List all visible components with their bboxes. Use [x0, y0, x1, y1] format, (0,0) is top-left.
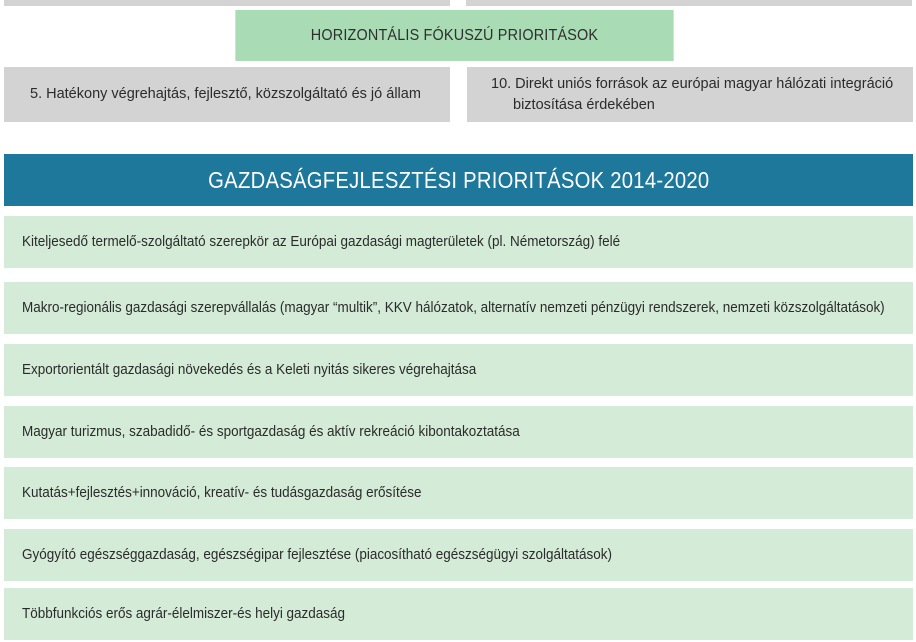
economic-priority-row: [4, 467, 913, 519]
economic-priority-label: Makro-regionális gazdasági szerepvállalás (magyar “multik”, KKV hálózatok, alternatív nemzeti pénzügyi rendszerek, nemzeti közszolgáltatások): [22, 300, 885, 316]
economic-priority-row: [4, 282, 913, 334]
economic-priority-row: [4, 216, 913, 268]
horizontal-priority-box-10: [467, 67, 913, 122]
horizontal-priority-label: 5. Hatékony végrehajtás, fejlesztő, közszolgáltató és jó állam: [30, 86, 421, 102]
horizontal-priority-box-5: [4, 67, 450, 122]
top-fragment-right: [466, 0, 912, 6]
economic-priority-label: Exportorientált gazdasági növekedés és a Keleti nyitás sikeres végrehajtása: [22, 362, 477, 378]
economic-priority-label: Gyógyító egészséggazdaság, egészségipar fejlesztése (piacosítható egészségügyi szolgáltatások): [22, 547, 612, 563]
economic-priority-row: [4, 406, 913, 458]
horizontal-priorities-header: HORIZONTÁLIS FÓKUSZÚ PRIORITÁSOK: [235, 10, 673, 61]
horizontal-priority-label: 10. Direkt uniós források az európai magyar hálózati integráció biztosítása érdekében: [491, 75, 894, 113]
economic-priority-row: [4, 529, 913, 581]
economic-priorities-header: [4, 154, 913, 206]
economic-priority-label: Kiteljesedő termelő-szolgáltató szerepkör az Európai gazdasági magterületek (pl. Németország) felé: [22, 234, 621, 250]
economic-priority-row: [4, 588, 913, 640]
economic-priority-label: Kutatás+fejlesztés+innováció, kreatív- és tudásgazdaság erősítése: [22, 485, 422, 501]
economic-priority-label: Többfunkciós erős agrár-élelmiszer-és helyi gazdaság: [22, 606, 346, 622]
economic-priority-label: Magyar turizmus, szabadidő- és sportgazdaság és aktív rekreáció kibontakoztatása: [22, 424, 520, 440]
top-fragment-left: [4, 0, 450, 6]
economic-priority-row: [4, 344, 913, 396]
economic-priorities-title: GAZDASÁGFEJLESZTÉSI PRIORITÁSOK 2014-2020: [207, 166, 710, 193]
